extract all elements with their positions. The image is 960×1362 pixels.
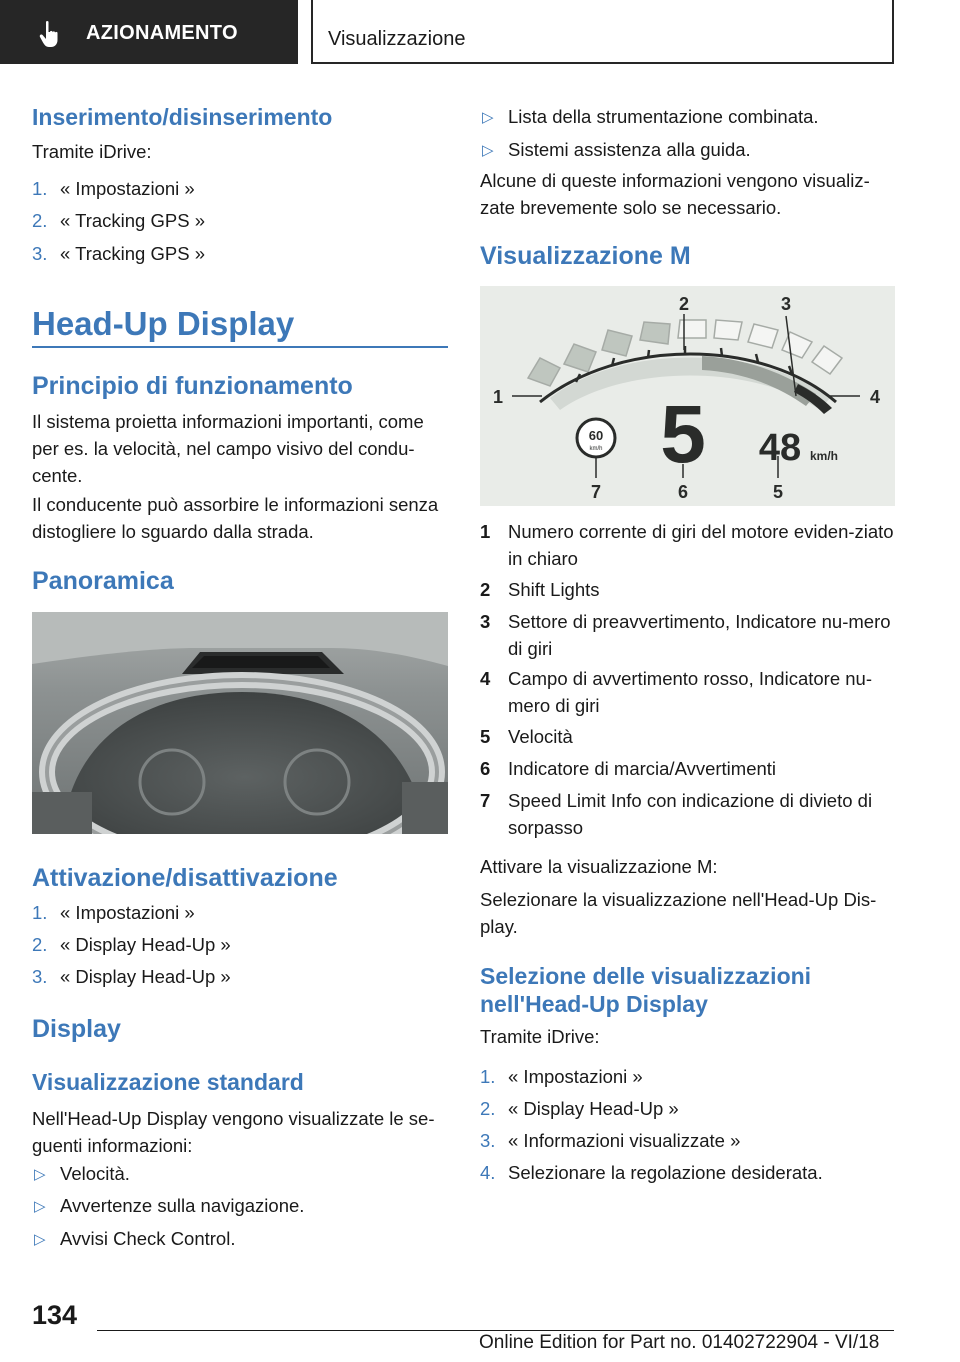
list-number: 2. [32, 210, 48, 231]
list-number: 2. [480, 1098, 496, 1119]
list-number: 1. [32, 902, 48, 923]
list-text: « Tracking GPS » [60, 243, 205, 264]
hud-m-figure [480, 286, 895, 506]
legend-text: Velocità [508, 726, 573, 747]
select-paragraph: Selezionare la visualizzazione nell'Head-Up Dis-play. [480, 889, 877, 937]
standard-paragraph: Nell'Head-Up Display vengono visualizzate le se-guenti informazioni: [32, 1108, 435, 1156]
bullet-text: Velocità. [60, 1163, 130, 1184]
legend-number: 4 [480, 668, 491, 689]
speed-limit-unit: km/h [589, 446, 603, 452]
heading-panoramica: Panoramica [32, 567, 174, 595]
speed-unit: km/h [809, 449, 839, 463]
bullet-triangle-icon: ▷ [482, 142, 494, 159]
bullet-triangle-icon: ▷ [34, 1231, 46, 1248]
list-text: « Display Head-Up » [60, 934, 231, 955]
bullet-triangle-icon: ▷ [34, 1198, 46, 1215]
list-text: « Impostazioni » [60, 902, 195, 923]
callout-7: 7 [590, 482, 602, 502]
list-number: 4. [480, 1162, 496, 1183]
callout-3: 3 [780, 294, 792, 314]
bullet-text: Avvertenze sulla navigazione. [60, 1195, 305, 1216]
callout-6: 6 [677, 482, 689, 502]
principio-paragraph-2: Il conducente può assorbire le informazioni senza distogliere lo sguardo dalla strada. [32, 494, 439, 542]
heading-inserimento: Inserimento/disinserimento [32, 104, 333, 130]
bullet-text: Lista della strumentazione combinata. [508, 106, 819, 127]
list-text: « Tracking GPS » [60, 210, 205, 231]
callout-4: 4 [869, 387, 881, 407]
heading-selezione: Selezione delle visualizzazioni nell'Head-Up Display [480, 963, 812, 1017]
legend-number: 1 [480, 521, 491, 542]
list-number: 1. [32, 178, 48, 199]
chapter-tab [311, 0, 894, 64]
list-text: Selezionare la regolazione desiderata. [508, 1162, 823, 1183]
list-number: 3. [32, 966, 48, 987]
section-label: AZIONAMENTO [86, 22, 238, 44]
brief-paragraph: Alcune di queste informazioni vengono visualiz-zate brevemente solo se necessario. [480, 170, 870, 218]
list-text: « Informazioni visualizzate » [508, 1130, 741, 1151]
legend-text: Shift Lights [508, 579, 600, 600]
heading-standard: Visualizzazione standard [32, 1069, 304, 1095]
edition-text: Online Edition for Part no. 01402722904 - VI/18 [479, 1332, 880, 1353]
legend-number: 3 [480, 611, 491, 632]
speed-value: 48 [758, 427, 802, 469]
heading-display: Display [32, 1015, 121, 1043]
list-text: « Display Head-Up » [60, 966, 231, 987]
dashboard-photo [32, 612, 448, 834]
list-number: 3. [32, 243, 48, 264]
legend-number: 7 [480, 790, 491, 811]
via-idrive-text: Tramite iDrive: [32, 141, 152, 162]
heading-attivazione: Attivazione/disattivazione [32, 864, 338, 892]
bullet-triangle-icon: ▷ [482, 109, 494, 126]
page-number: 134 [32, 1300, 78, 1330]
activate-paragraph: Attivare la visualizzazione M: [480, 856, 718, 877]
list-number: 3. [480, 1130, 496, 1151]
page-header [0, 0, 960, 66]
heading-principio: Principio di funzionamento [32, 372, 353, 400]
via-idrive-text: Tramite iDrive: [480, 1026, 600, 1047]
list-text: « Display Head-Up » [508, 1098, 679, 1119]
legend-text: Indicatore di marcia/Avvertimenti [508, 758, 777, 779]
callout-1: 1 [492, 387, 504, 407]
bullet-text: Sistemi assistenza alla guida. [508, 139, 751, 160]
legend-text: Campo di avvertimento rosso, Indicatore nu-mero di giri [508, 668, 873, 716]
heading-visualizzazione-m: Visualizzazione M [480, 242, 691, 270]
hand-pointer-icon [38, 20, 64, 48]
legend-text: Settore di preavvertimento, Indicatore nu-mero di giri [508, 611, 891, 659]
principio-paragraph-1: Il sistema proietta informazioni importanti, come per es. la velocità, nel campo visivo del condu-cente. [32, 411, 424, 486]
section-tab [0, 0, 298, 64]
footer-divider [97, 1330, 894, 1331]
list-number: 1. [480, 1066, 496, 1087]
chapter-label: Visualizzazione [328, 28, 466, 50]
bullet-text: Avvisi Check Control. [60, 1228, 236, 1249]
title-divider [32, 346, 448, 348]
legend-number: 6 [480, 758, 491, 779]
callout-2: 2 [678, 294, 690, 314]
bullet-triangle-icon: ▷ [34, 1166, 46, 1183]
legend-text: Numero corrente di giri del motore eviden-ziato in chiaro [508, 521, 894, 569]
callout-5: 5 [772, 482, 784, 502]
gear-indicator: 5 [660, 389, 706, 480]
list-text: « Impostazioni » [60, 178, 195, 199]
list-text: « Impostazioni » [508, 1066, 643, 1087]
legend-number: 5 [480, 726, 491, 747]
legend-text: Speed Limit Info con indicazione di divieto di sorpasso [508, 790, 873, 838]
speed-limit-value: 60 [588, 428, 604, 443]
page-title: Head-Up Display [32, 305, 295, 342]
legend-number: 2 [480, 579, 491, 600]
list-number: 2. [32, 934, 48, 955]
